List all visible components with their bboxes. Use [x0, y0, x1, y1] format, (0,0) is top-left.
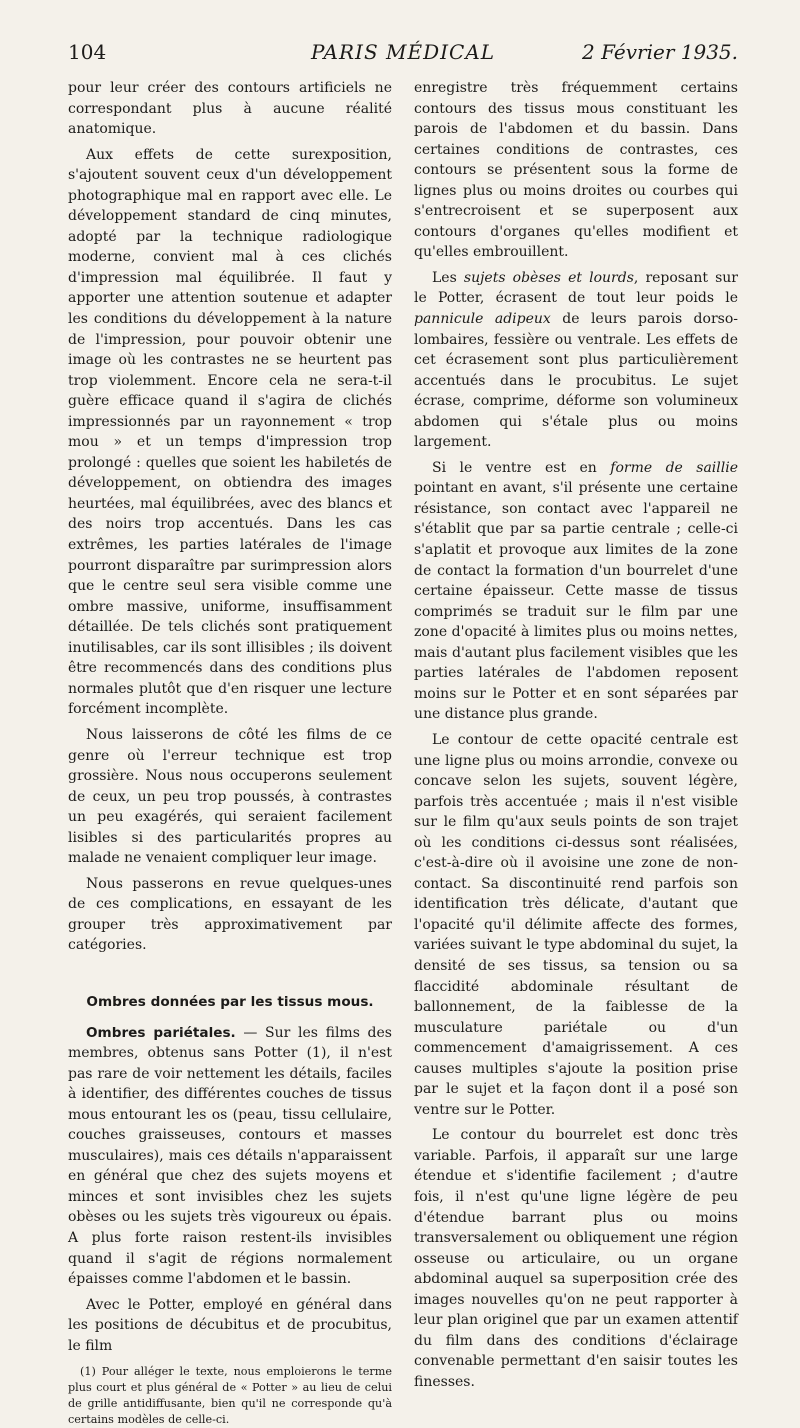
run-in-heading: Ombres pariétales.: [86, 1024, 236, 1041]
italic-term: forme de saillie: [610, 459, 738, 476]
page-header: [68, 40, 738, 70]
paragraph: [414, 268, 738, 453]
page-number: 104: [68, 40, 107, 64]
paragraph: enregistre très fréquemment certains contours des tissus mous constituant les parois de l'abdomen et du bassin. Dans certaines conditions de contrastes, ces contours se présentent sous la forme de lignes plus ou moins droites ou courbes qui s'entrecroisent et se superposent aux contours d'organes qu'elles modifient et qu'elles embrouillent.: [414, 80, 738, 261]
paragraph: Aux effets de cette surexposition, s'ajoutent souvent ceux d'un développement photographique mal en rapport avec elle. Le développement standard de cinq minutes, adopté par la technique radiologique moderne, convient mal à ces clichés d'impression mal équilibrée. Il faut y apporter une attention soutenue et adapter les conditions du développement à la nature de l'impression, pour pouvoir obtenir une image où les contrastes ne se heurtent pas trop violemment. Encore cela ne sera-t-il guère efficace quand il s'agira de clichés impressionnés par un rayonnement « trop mou » et un temps d'impression trop prolongé : quelles que soient les habiletés de développement, on obtiendra des images heurtées, mal équilibrées, avec des blancs et des noirs trop accentués. Dans les cas extrêmes, les parties latérales de l'image pourront disparaître par surimpression alors que le centre seul sera visible comme une ombre massive, uniforme, insuffisamment détaillée. De tels clichés sont pratiquement inutilisables, car ils sont illisibles ; ils doivent être recommencés dans des conditions plus normales plutôt que d'en risquer une lecture forcément incomplète.: [68, 146, 392, 718]
right-column: [414, 78, 738, 1397]
italic-term: sujets obèses et lourds: [463, 269, 634, 286]
text: Les: [432, 269, 464, 286]
paragraph: pour leur créer des contours artificiels ne correspondant plus à aucune réalité anatomique.: [68, 80, 392, 138]
section-title: Ombres données par les tissus mous.: [86, 993, 374, 1010]
paragraph: [68, 1023, 392, 1290]
paragraph: Le contour de cette opacité centrale est une ligne plus ou moins arrondie, convexe ou concave selon les sujets, souvent légère, parfois très accentuée ; mais il n'est visible sur le film qu'aux seuls points de son trajet où les conditions ci-dessus sont réalisées, c'est-à-dire où il avoisine une zone de non-contact. Sa discontinuité rend parfois son identification très délicate, d'autant que l'opacité qu'il délimite affecte des formes, variées suivant le type abdominal du sujet, la densité de ses tissus, sa tension ou sa flaccidité abdominale résultant de ballonnement, de la faiblesse de la musculature pariétale ou d'un commencement d'amaigrissement. A ces causes multiples s'ajoute la position prise par le sujet et la façon dont il a posé son ventre sur le Potter.: [414, 731, 738, 1118]
paragraph: Nous laisserons de côté les films de ce genre où l'erreur technique est trop grossière. Nous nous occuperons seulement de ceux, un peu trop poussés, à contrastes un peu exagérés, qui seraient facilement lisibles si des particularités propres au malade ne venaient compliquer leur image.: [68, 726, 392, 867]
italic-term: pannicule adipeux: [414, 311, 551, 328]
left-column: [68, 78, 392, 1428]
text: , reposant sur le Potter, écrasent de tout leur poids le: [414, 269, 738, 307]
journal-title: PARIS MÉDICAL: [310, 40, 496, 64]
issue-date: 2 Février 1935.: [582, 40, 738, 64]
text: de leurs parois dorso-lombaires, fessière ou ventrale. Les effets de cet écrasement sont plus particulièrement accentués dans le procubitus. Le sujet écrase, comprime, déforme son volumineux abdomen qui s'étale plus ou moins largement.: [414, 311, 738, 451]
text: Si le ventre est en: [432, 459, 611, 476]
paragraph: Le contour du bourrelet est donc très variable. Parfois, il apparaît sur une large étendue et s'identifie facilement ; d'autre fois, il n'est qu'une ligne légère de peu d'étendue barrant plus ou moins transversalement ou obliquement une région osseuse ou articulaire, ou un organe abdominal auquel sa superposition crée des images nouvelles qu'on ne peut rapporter à leur plan originel que par un examen attentif du film dans des conditions d'éclairage convenable permettant d'en saisir toutes les finesses.: [414, 1127, 738, 1390]
footnote: (1) Pour alléger le texte, nous emploierons le terme plus court et plus général de « Potter » au lieu de celui de grille antidiffusante, bien qu'il ne corresponde qu'à certains modèles de celle-ci.: [68, 1365, 392, 1427]
paragraph-text: — Sur les films des membres, obtenus sans Potter (1), il n'est pas rare de voir nettement les détails, faciles à identifier, des différentes couches de tissus mous entourant les os (peau, tissu cellulaire, couches graisseuses, contours et masses musculaires), mais ces détails n'apparaissent en général que chez des sujets moyens et minces et sont invisibles chez les sujets obèses ou les sujets très vigoureux ou épais. A plus forte raison restent-ils invisibles quand il s'agit de régions normalement épaisses comme l'abdomen et le bassin.: [68, 1024, 392, 1288]
paragraph: [414, 458, 738, 725]
paragraph: Nous passerons en revue quelques-unes de ces complications, en essayant de les grouper très approximativement par catégories.: [68, 875, 392, 954]
paragraph: Avec le Potter, employé en général dans les positions de décubitus et de procubitus, le film: [68, 1296, 392, 1354]
text: pointant en avant, s'il présente une certaine résistance, son contact avec l'appareil ne s'établit que par sa partie centrale ; celle-ci s'aplatit et provoque aux limites de la zone de contact la formation d'un bourrelet d'une certaine épaisseur. Cette masse de tissus comprimés se traduit sur le film par une zone d'opacité à limites plus ou moins nettes, mais d'autant plus facilement visibles que les parties latérales de l'abdomen reposent moins sur le Potter et en sont séparées par une distance plus grande.: [414, 480, 738, 723]
